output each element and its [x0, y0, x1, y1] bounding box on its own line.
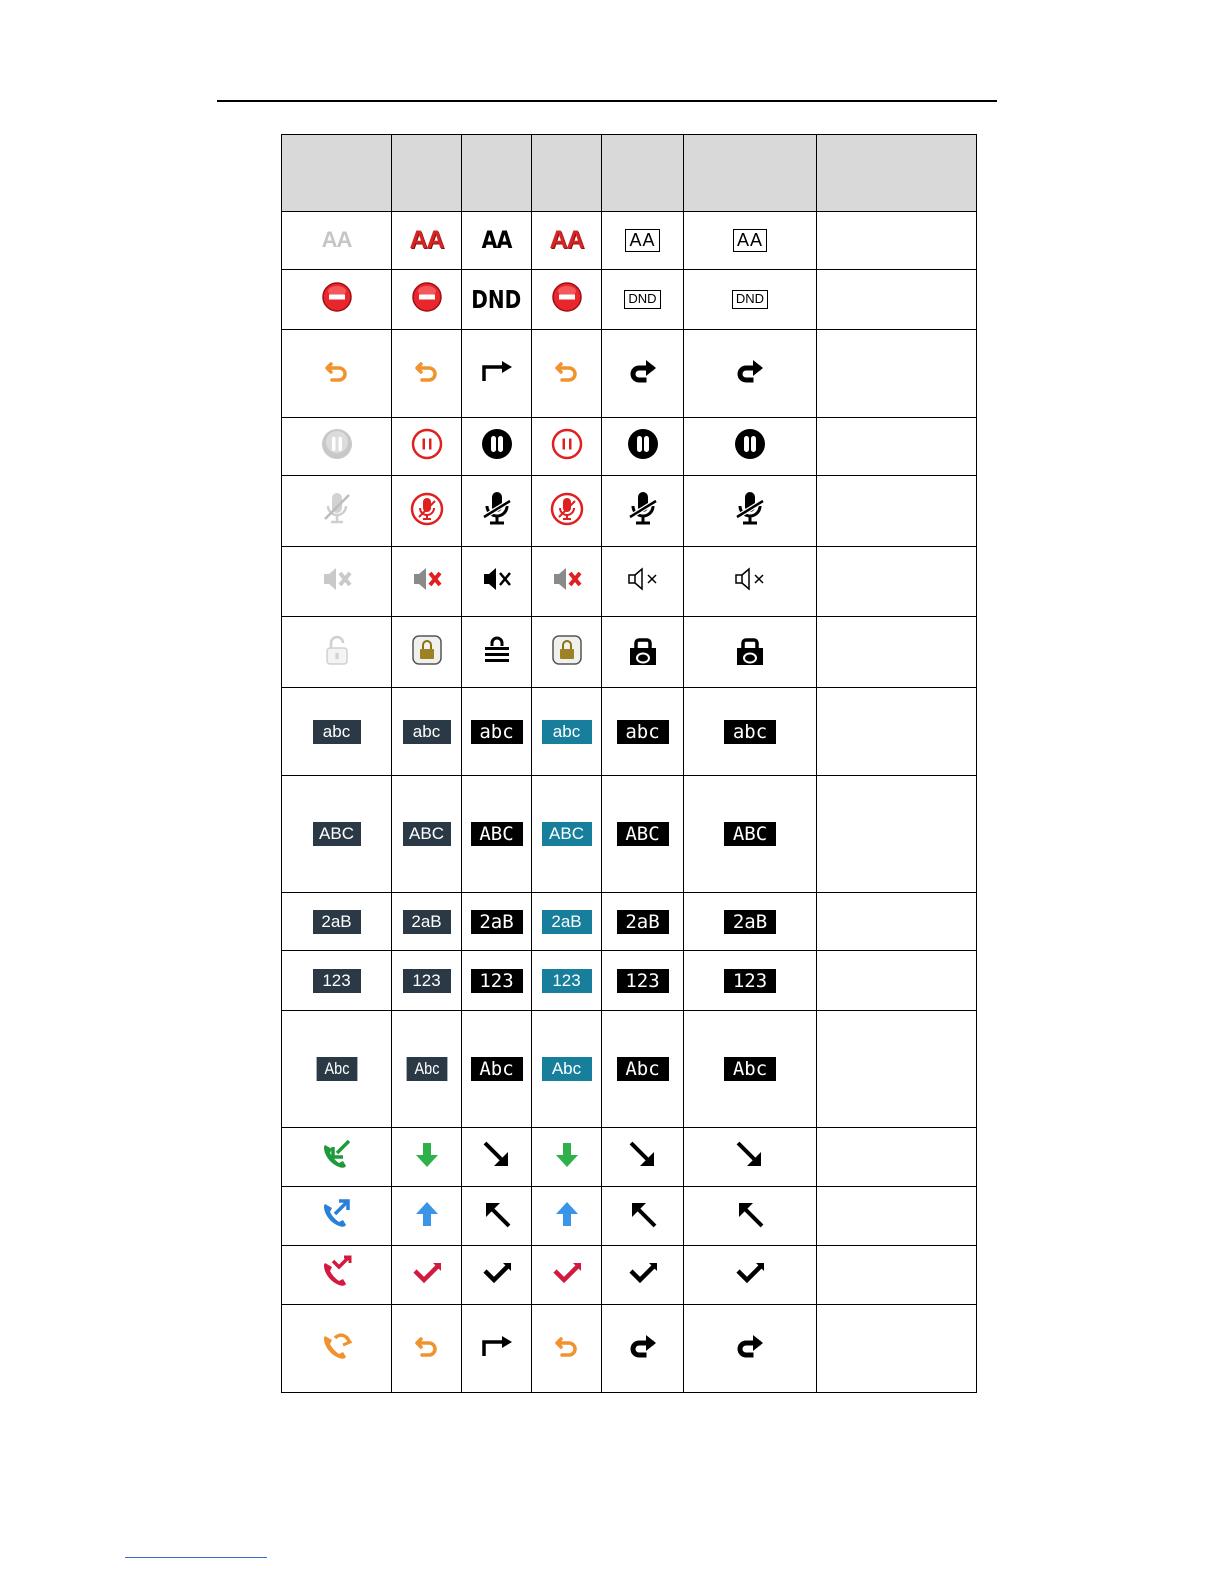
icon-cell [532, 418, 602, 476]
dnd-icon: DND [732, 290, 768, 308]
icon-cell [532, 330, 602, 418]
input-method-badge: 123 [617, 969, 669, 993]
icon-cell [282, 270, 392, 330]
icon-cell [684, 1246, 817, 1305]
input-method-badge: abc [724, 720, 776, 744]
icon-cell [282, 1246, 392, 1305]
input-method-badge: Abc [471, 1057, 523, 1081]
icon-cell [282, 1187, 392, 1246]
icon-cell [392, 270, 462, 330]
icon-cell [532, 476, 602, 547]
icon-table [281, 134, 977, 1393]
missed-check-icon [627, 1259, 659, 1287]
header-cell [392, 135, 462, 212]
icon-cell [684, 893, 817, 951]
received-arrow-icon [627, 1139, 659, 1171]
lock-icon [734, 634, 766, 666]
description-cell [817, 688, 977, 776]
arrow-down-icon [552, 1140, 582, 1170]
received-arrow-icon [481, 1139, 513, 1171]
icon-cell [602, 1128, 684, 1187]
dnd-icon: DND [471, 285, 522, 314]
font-size-icon: AA [549, 226, 584, 254]
missed-check-icon [481, 1259, 513, 1287]
icon-cell [282, 476, 392, 547]
footer-link-rule [125, 1557, 267, 1558]
input-method-badge: 2aB [617, 910, 669, 934]
hold-icon [411, 428, 443, 460]
icon-cell [392, 1128, 462, 1187]
icon-cell [392, 476, 462, 547]
input-method-badge: 2aB [542, 910, 592, 934]
input-method-badge: 2aB [403, 910, 451, 934]
header-cell [817, 135, 977, 212]
icon-cell [462, 1128, 532, 1187]
icon-cell [684, 330, 817, 418]
input-method-badge: 2aB [313, 910, 361, 934]
table-row [282, 547, 977, 617]
icon-cell [462, 617, 532, 688]
description-cell [817, 617, 977, 688]
ringer-mute-icon [550, 563, 584, 595]
font-size-icon: AA [625, 229, 659, 253]
description-cell [817, 547, 977, 617]
icon-cell [282, 951, 392, 1011]
lock-icon [627, 634, 659, 666]
icon-cell [462, 476, 532, 547]
received-arrow-icon [734, 1139, 766, 1171]
icon-cell [684, 951, 817, 1011]
dnd-icon [321, 281, 353, 313]
icon-cell [462, 547, 532, 617]
icon-cell [684, 776, 817, 893]
table-row [282, 951, 977, 1011]
icon-cell [282, 1128, 392, 1187]
forward-icon [412, 356, 442, 386]
hold-icon [551, 428, 583, 460]
received-call-icon [319, 1137, 355, 1173]
lock-icon [411, 634, 443, 666]
icon-cell [462, 688, 532, 776]
font-size-icon: AA [481, 226, 512, 254]
icon-cell [602, 1011, 684, 1128]
icon-cell [602, 1187, 684, 1246]
icon-cell [282, 547, 392, 617]
icon-cell [532, 617, 602, 688]
description-cell [817, 330, 977, 418]
table-row [282, 688, 977, 776]
arrow-down-icon [412, 1140, 442, 1170]
input-method-badge: 123 [313, 969, 361, 993]
icon-cell [684, 617, 817, 688]
icon-cell [392, 776, 462, 893]
dnd-icon [411, 281, 443, 313]
icon-cell [532, 270, 602, 330]
forward-icon [552, 356, 582, 386]
icon-cell [684, 212, 817, 270]
forward-icon [628, 356, 658, 386]
placed-call-icon [319, 1196, 355, 1232]
placed-arrow-icon [627, 1198, 659, 1230]
icon-cell [392, 688, 462, 776]
input-method-badge: abc [313, 720, 361, 744]
table-row [282, 418, 977, 476]
icon-cell [282, 893, 392, 951]
icon-cell [684, 476, 817, 547]
input-method-badge: ABC [471, 822, 523, 846]
forward-icon [480, 1332, 514, 1360]
icon-cell [392, 1305, 462, 1393]
description-cell [817, 893, 977, 951]
icon-cell [462, 776, 532, 893]
table-row [282, 212, 977, 270]
dnd-icon: DND [624, 290, 660, 308]
ringer-mute-icon [733, 563, 767, 595]
forward-icon [552, 1331, 582, 1361]
icon-cell [602, 418, 684, 476]
icon-cell [532, 776, 602, 893]
icon-cell [684, 1305, 817, 1393]
missed-check-icon [411, 1259, 443, 1287]
icon-cell [602, 547, 684, 617]
icon-cell [602, 1246, 684, 1305]
lock-icon [551, 634, 583, 666]
hold-icon [321, 428, 353, 460]
mute-icon [477, 489, 517, 529]
icon-cell [602, 688, 684, 776]
icon-cell [392, 418, 462, 476]
description-cell [817, 951, 977, 1011]
input-method-badge: 2aB [724, 910, 776, 934]
icon-cell [684, 547, 817, 617]
icon-cell [532, 1128, 602, 1187]
description-cell [817, 776, 977, 893]
description-cell [817, 1305, 977, 1393]
input-method-badge: ABC [542, 822, 592, 846]
mute-icon [547, 489, 587, 529]
icon-cell [602, 1305, 684, 1393]
input-method-badge: ABC [313, 822, 361, 846]
icon-cell [602, 330, 684, 418]
forward-icon [628, 1331, 658, 1361]
icon-cell [602, 951, 684, 1011]
icon-cell [602, 617, 684, 688]
icon-cell [602, 893, 684, 951]
mute-icon [317, 489, 357, 529]
icon-cell [282, 212, 392, 270]
table-row [282, 1187, 977, 1246]
table-header-row [282, 135, 977, 212]
forward-icon [322, 356, 352, 386]
lock-icon [321, 634, 353, 666]
icon-cell [602, 212, 684, 270]
input-method-badge: Abc [724, 1057, 776, 1081]
icon-cell [602, 476, 684, 547]
forward-icon [480, 357, 514, 385]
icon-cell [684, 1187, 817, 1246]
description-cell [817, 270, 977, 330]
icon-cell [282, 688, 392, 776]
icon-cell [532, 547, 602, 617]
icon-cell [462, 893, 532, 951]
icon-cell [684, 1011, 817, 1128]
icon-cell [282, 1305, 392, 1393]
missed-call-icon [319, 1255, 355, 1291]
icon-cell [282, 1011, 392, 1128]
icon-cell [392, 617, 462, 688]
icon-cell [532, 951, 602, 1011]
header-rule [217, 100, 997, 102]
icon-cell [392, 893, 462, 951]
icon-cell [684, 1128, 817, 1187]
table-row [282, 270, 977, 330]
hold-icon [481, 428, 513, 460]
icon-cell [684, 418, 817, 476]
description-cell [817, 1187, 977, 1246]
icon-cell [602, 270, 684, 330]
table-row [282, 1246, 977, 1305]
icon-cell [462, 270, 532, 330]
icon-cell [462, 951, 532, 1011]
icon-cell [392, 330, 462, 418]
input-method-badge: Abc [406, 1057, 447, 1081]
description-cell [817, 1128, 977, 1187]
input-method-badge: ABC [403, 822, 451, 846]
hold-icon [734, 428, 766, 460]
forwarded-call-icon [319, 1328, 355, 1364]
header-cell [462, 135, 532, 212]
icon-cell [462, 1305, 532, 1393]
icon-cell [532, 893, 602, 951]
input-method-badge: Abc [316, 1057, 357, 1081]
ringer-mute-icon [626, 563, 660, 595]
table-row [282, 617, 977, 688]
input-method-badge: abc [403, 720, 451, 744]
header-cell [602, 135, 684, 212]
description-cell [817, 1011, 977, 1128]
forward-icon [735, 356, 765, 386]
table-row [282, 893, 977, 951]
arrow-up-icon [412, 1199, 442, 1229]
icon-cell [532, 212, 602, 270]
icon-cell [684, 270, 817, 330]
icon-cell [282, 330, 392, 418]
font-size-icon: AA [321, 227, 352, 252]
mute-icon [623, 489, 663, 529]
ringer-mute-icon [480, 563, 514, 595]
placed-arrow-icon [481, 1198, 513, 1230]
hold-icon [627, 428, 659, 460]
table-row [282, 476, 977, 547]
icon-cell [532, 1305, 602, 1393]
lock-icon [481, 634, 513, 666]
description-cell [817, 212, 977, 270]
input-method-badge: abc [471, 720, 523, 744]
table-row [282, 776, 977, 893]
icon-cell [602, 776, 684, 893]
font-size-icon: AA [409, 226, 444, 254]
forward-icon [412, 1331, 442, 1361]
input-method-badge: 2aB [471, 910, 523, 934]
icon-cell [282, 776, 392, 893]
input-method-badge: ABC [617, 822, 669, 846]
input-method-badge: Abc [617, 1057, 669, 1081]
arrow-up-icon [552, 1199, 582, 1229]
mute-icon [407, 489, 447, 529]
table-row [282, 1128, 977, 1187]
table-row [282, 1305, 977, 1393]
icon-cell [392, 212, 462, 270]
input-method-badge: 123 [471, 969, 523, 993]
input-method-badge: 123 [542, 969, 592, 993]
icon-cell [532, 1246, 602, 1305]
placed-arrow-icon [734, 1198, 766, 1230]
icon-cell [462, 1246, 532, 1305]
ringer-mute-icon [410, 563, 444, 595]
description-cell [817, 476, 977, 547]
table-row [282, 330, 977, 418]
icon-cell [532, 688, 602, 776]
description-cell [817, 418, 977, 476]
font-size-icon: AA [733, 229, 767, 253]
icon-cell [392, 547, 462, 617]
icon-cell [462, 1187, 532, 1246]
dnd-icon [551, 281, 583, 313]
ringer-mute-icon [320, 563, 354, 595]
forward-icon [735, 1331, 765, 1361]
icon-cell [282, 617, 392, 688]
input-method-badge: Abc [542, 1057, 592, 1081]
input-method-badge: abc [617, 720, 669, 744]
description-cell [817, 1246, 977, 1305]
input-method-badge: ABC [724, 822, 776, 846]
header-cell [684, 135, 817, 212]
icon-cell [392, 1246, 462, 1305]
input-method-badge: 123 [724, 969, 776, 993]
input-method-badge: abc [542, 720, 592, 744]
missed-check-icon [551, 1259, 583, 1287]
icon-cell [392, 951, 462, 1011]
icon-cell [684, 688, 817, 776]
icon-cell [462, 1011, 532, 1128]
mute-icon [730, 489, 770, 529]
icon-cell [462, 212, 532, 270]
icon-cell [462, 418, 532, 476]
icon-cell [532, 1187, 602, 1246]
header-cell [282, 135, 392, 212]
icon-cell [392, 1011, 462, 1128]
header-cell [532, 135, 602, 212]
icon-cell [282, 418, 392, 476]
icon-cell [392, 1187, 462, 1246]
table-row [282, 1011, 977, 1128]
missed-check-icon [734, 1259, 766, 1287]
icon-cell [462, 330, 532, 418]
input-method-badge: 123 [403, 969, 451, 993]
icon-cell [532, 1011, 602, 1128]
